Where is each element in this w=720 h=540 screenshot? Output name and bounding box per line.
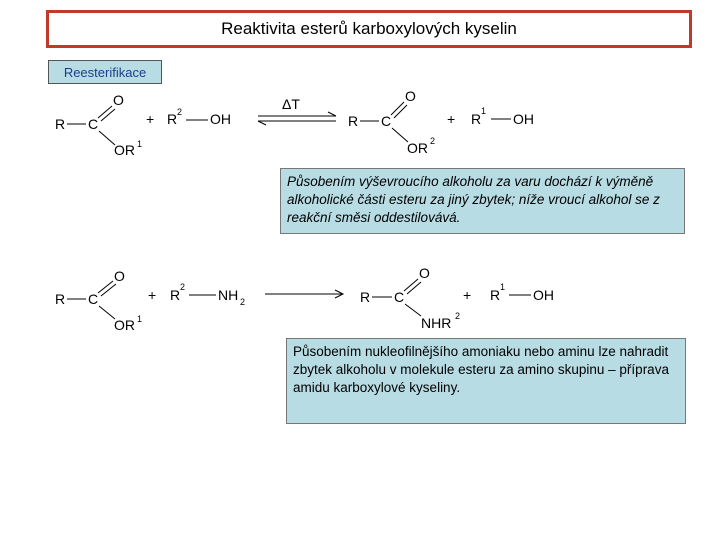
reaction2-arrow [265,290,343,298]
reaction1-equilibrium-arrow [258,96,336,125]
r1-reactant1-OR: OR [114,142,135,158]
r2-reactant2-NH: NH [218,287,239,303]
r2-product1-NHR-sup: 2 [455,311,461,321]
r2-product1-NHR: NHR [421,315,452,331]
note-reesterification-text: Působením výševroucího alkoholu za varu dochází k výměně alkoholické části esteru za jiný zbytek; níže vroucí alkohol se z reakční směsi oddestilovává. [287,174,660,225]
section-label-text: Reesterifikace [63,64,147,80]
r2-product2-OH: OH [533,287,554,303]
note-reesterification [280,168,685,234]
r1-product2-R: R [471,111,482,127]
r1-product1-O: O [405,88,416,104]
r1-reactant2-R-sup: 2 [177,107,183,117]
reaction1-alcohol-product [471,106,534,127]
r1-product1-bond-CO-2 [394,105,407,118]
r1-reactant1-O: O [113,92,124,108]
r2-reactant1-bond-CO-2 [101,284,116,296]
r2-reactant1-R: R [55,291,66,307]
r2-product1-bond-CN [405,304,421,316]
r2-reactant1-bond-COR [99,306,115,319]
r2-plus2: + [463,287,472,303]
r1-product1-OR: OR [407,140,428,156]
r1-product1-bond-CO-1 [391,102,404,115]
r2-product1-C: C [394,289,405,305]
r1-arrow-forward [258,112,336,116]
r1-product1-C: C [381,113,392,129]
r1-arrow-backward [258,121,336,125]
r1-product2-R-sup: 1 [481,106,487,116]
r1-product2-OH: OH [513,111,534,127]
r2-reactant1-OR: OR [114,317,135,333]
reaction2-ester-reactant [55,268,142,333]
r1-reactant1-R: R [55,116,66,132]
r2-plus1: + [148,287,157,303]
r1-product1-R: R [348,113,359,129]
r2-product1-bond-CO-2 [407,282,421,294]
r2-reactant2-NH-sub: 2 [240,297,246,307]
r1-reactant1-OR-sup: 1 [137,139,143,149]
r1-condition: ΔT [282,96,300,112]
r2-reactant1-C: C [88,291,99,307]
r2-product1-O: O [419,265,430,281]
r1-reactant1-C: C [88,116,99,132]
r2-reactant2-R: R [170,287,181,303]
r1-reactant1-bond-CO-2 [101,109,115,121]
r2-reactant2-R-sup: 2 [180,282,186,292]
reaction2-amine-reactant [170,282,245,307]
r2-reactant1-O: O [114,268,125,284]
r2-product2-R-sup: 1 [500,282,506,292]
r1-product1-OR-sup: 2 [430,136,436,146]
reaction1-ester-reactant [55,92,142,158]
reaction1-ester-product [348,88,435,156]
r2-reactant1-OR-sup: 1 [137,314,143,324]
r1-plus2: + [447,111,456,127]
r2-product2-R: R [490,287,501,303]
r1-reactant1-bond-COR [99,131,115,145]
r1-reactant2-OH: OH [210,111,231,127]
r1-plus1: + [146,111,155,127]
note-aminolysis [286,338,686,424]
r1-reactant2-R: R [167,111,178,127]
reaction2-alcohol-product [490,282,554,303]
note-aminolysis-text: Působením nukleofilnějšího amoniaku nebo aminu lze nahradit zbytek alkoholu v molekule esteru za amino skupinu – příprava amidu karboxylové kyseliny. [293,344,669,395]
reaction2-amide-product [360,265,460,331]
r1-product1-bond-COR [392,128,408,142]
r2-product1-R: R [360,289,371,305]
slide-title-text: Reaktivita esterů karboxylových kyselin [221,19,517,38]
r2-product1-bond-CO-1 [404,279,418,291]
r1-reactant1-bond-CO-1 [98,106,112,118]
r2-reactant1-bond-CO-1 [98,281,113,293]
reaction1-alcohol-reactant [167,107,231,127]
